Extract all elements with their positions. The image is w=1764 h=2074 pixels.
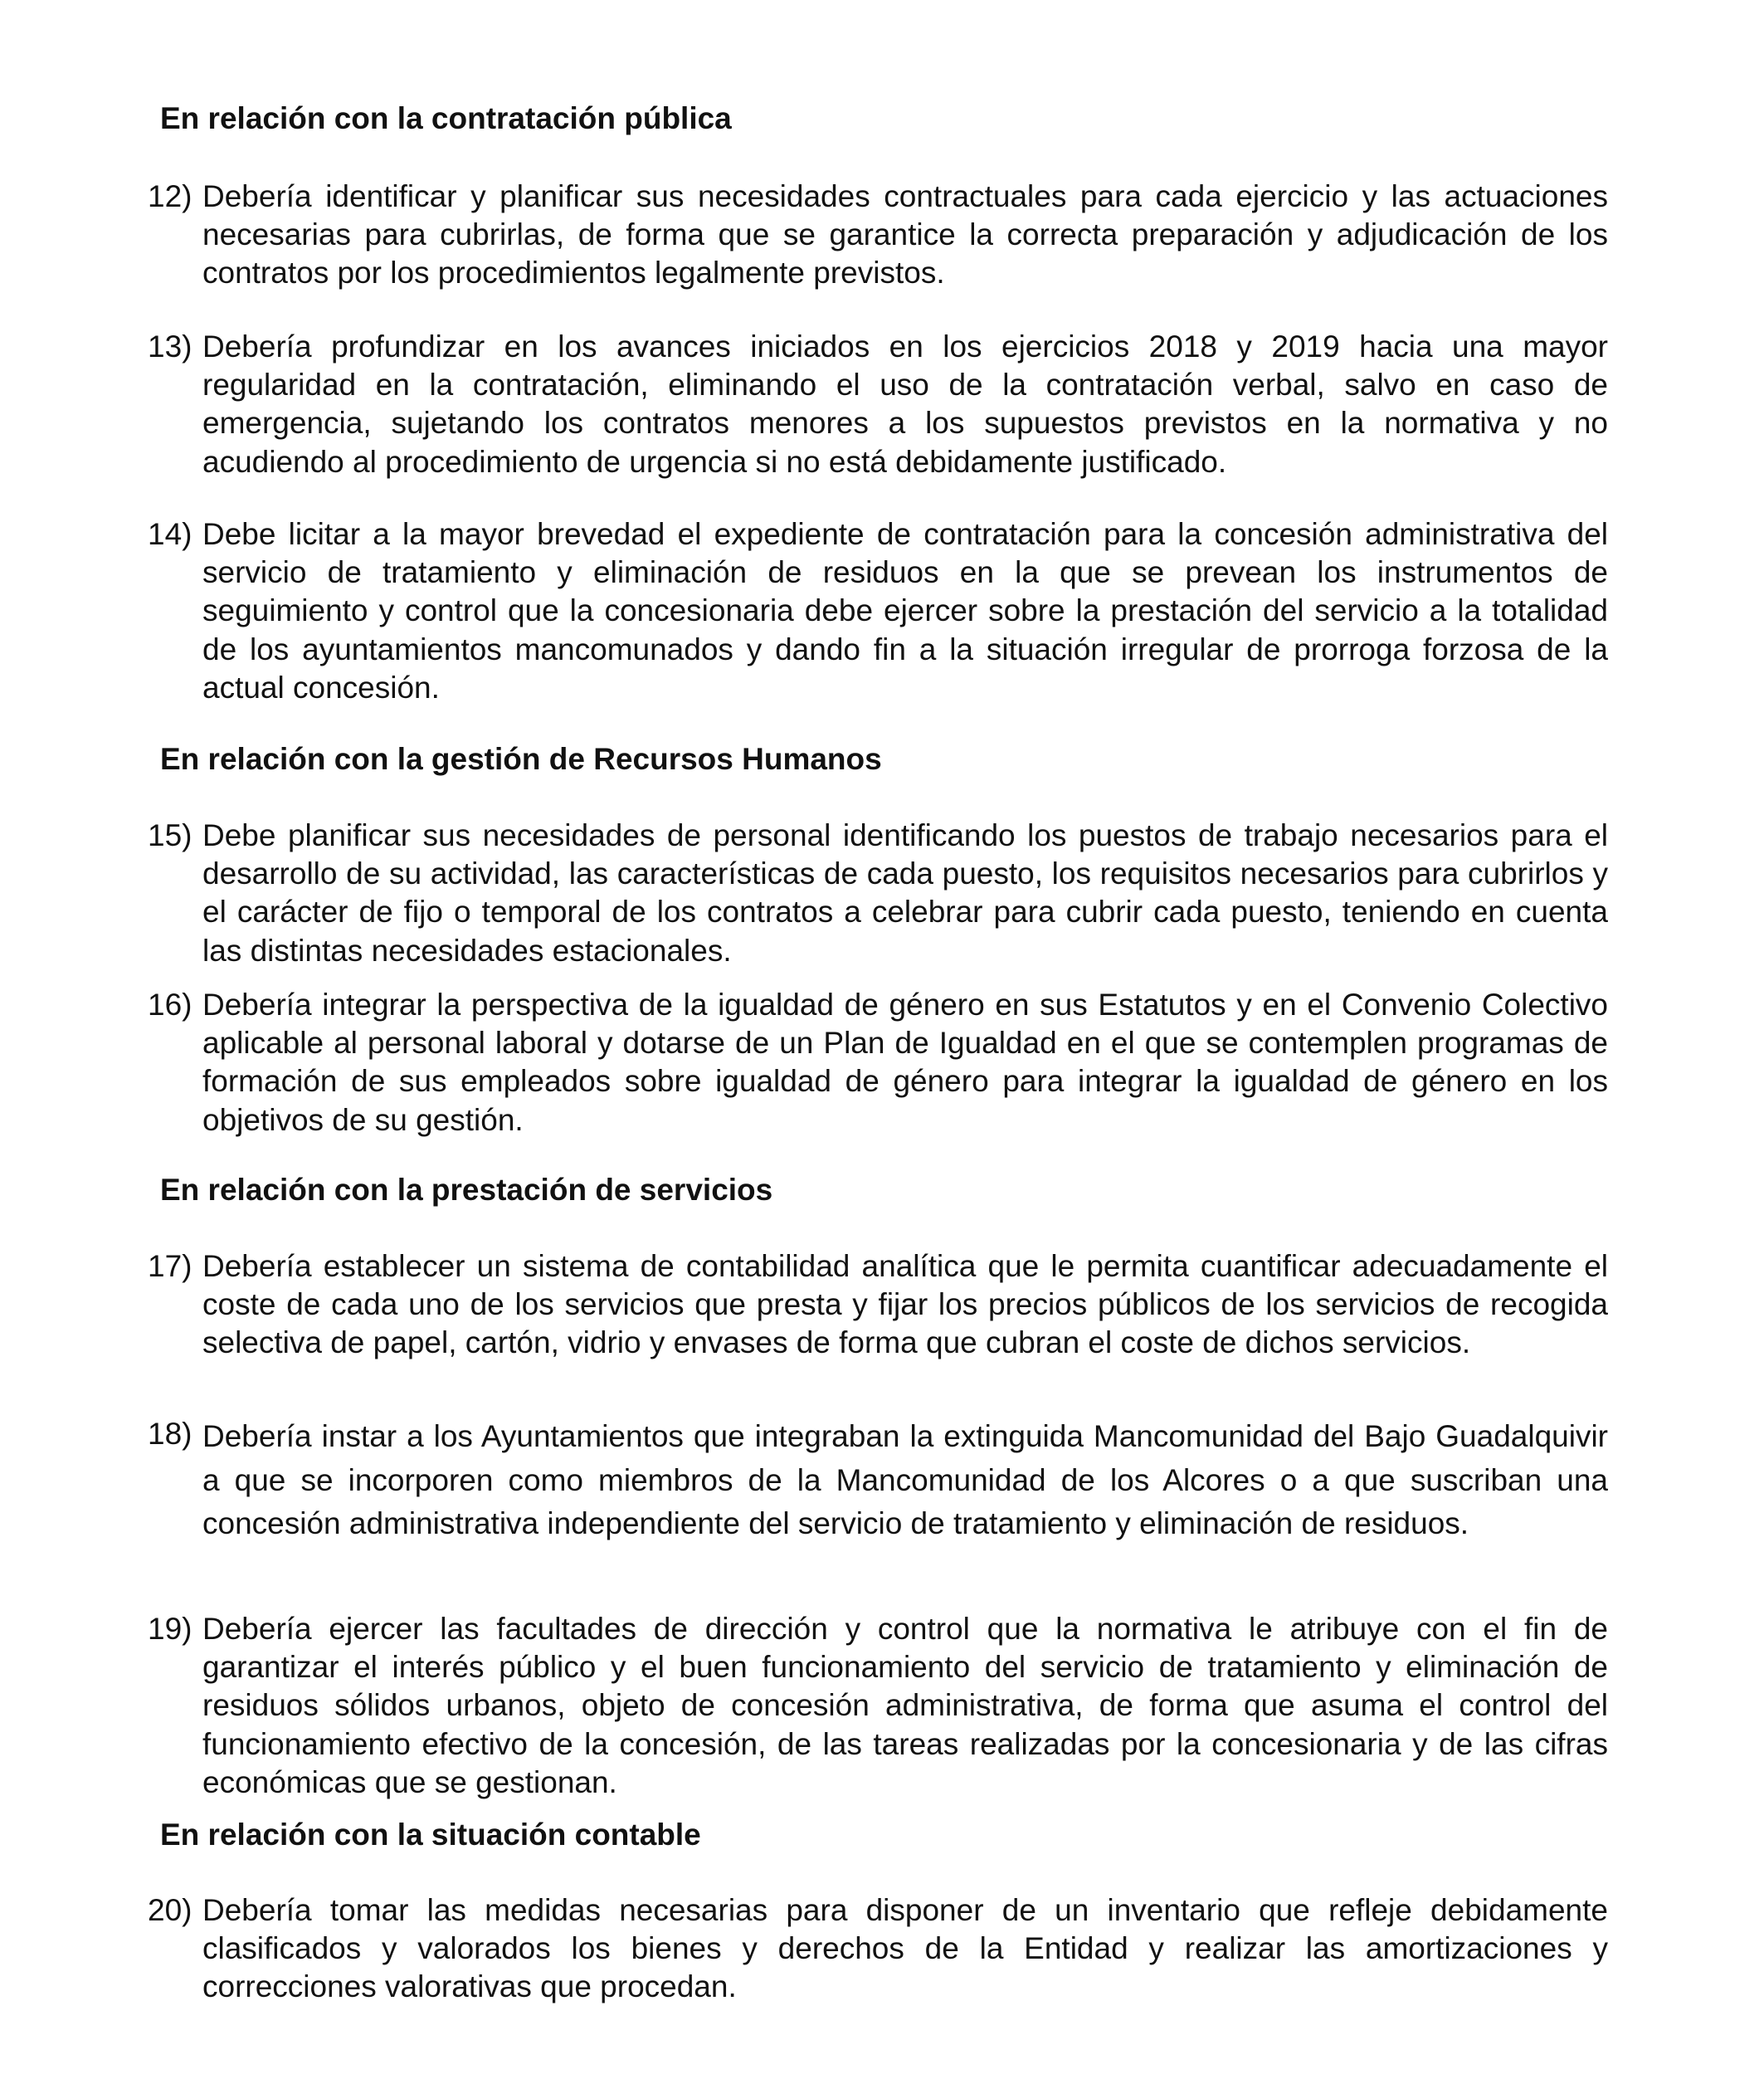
item-number: 13) [148, 329, 192, 364]
item-text: Debería integrar la perspectiva de la igualdad de género en sus Estatutos y en el Convenio Colectivo aplicable al personal laboral y dotarse de un Plan de Igualdad en el que se contemplen programas de formación de sus empleados sobre igualdad de género para integrar la igualdad de género en los objetivos de su gestión. [202, 988, 1608, 1137]
item-number: 18) [148, 1417, 192, 1451]
item-number: 19) [148, 1612, 192, 1646]
recommendation-18 [148, 1415, 1608, 1546]
item-text: Debería identificar y planificar sus necesidades contractuales para cada ejercicio y las actuaciones necesarias para cubrirlas, de forma que se garantice la correcta preparación y adjudicación de los contratos por los procedimientos legalmente previstos. [202, 179, 1608, 290]
item-text: Debería instar a los Ayuntamientos que integraban la extinguida Mancomunidad del Bajo Guadalquivir a que se incorporen como miembros de la Mancomunidad de los Alcores o a que suscriban una concesión administrativa independiente del servicio de tratamiento y eliminación de residuos. [202, 1419, 1608, 1540]
item-text: Debería tomar las medidas necesarias para disponer de un inventario que refleje debidamente clasificados y valorados los bienes y derechos de la Entidad y realizar las amortizaciones y correcciones valorativas que procedan. [202, 1893, 1608, 2004]
item-number: 15) [148, 818, 192, 852]
item-text: Debería establecer un sistema de contabilidad analítica que le permita cuantificar adecuadamente el coste de cada uno de los servicios que presta y fijar los precios públicos de los servicios de recogida selectiva de papel, cartón, vidrio y envases de forma que cubran el coste de dichos servicios. [202, 1249, 1608, 1360]
section-heading-recursos-humanos: En relación con la gestión de Recursos Humanos [160, 742, 882, 776]
item-number: 17) [148, 1249, 192, 1283]
item-number: 20) [148, 1893, 192, 1927]
recommendation-17 [148, 1247, 1608, 1363]
item-text: Debe planificar sus necesidades de personal identificando los puestos de trabajo necesarios para el desarrollo de su actividad, las características de cada puesto, los requisitos necesarios para cubrirlos y el carácter de fijo o temporal de los contratos a celebrar para cubrir cada puesto, teniendo en cuenta las distintas necesidades estacionales. [202, 818, 1608, 968]
section-heading-contratacion: En relación con la contratación pública [160, 101, 732, 135]
item-text: Debería ejercer las facultades de dirección y control que la normativa le atribuye con el fin de garantizar el interés público y el buen funcionamiento del servicio de tratamiento y eliminación de residuos sólidos urbanos, objeto de concesión administrativa, de forma que asuma el control del funcionamiento efectivo de la concesión, de las tareas realizadas por la concesionaria y de las cifras económicas que se gestionan. [202, 1612, 1608, 1799]
recommendation-16 [148, 986, 1608, 1139]
item-text: Debe licitar a la mayor brevedad el expediente de contratación para la concesión administrativa del servicio de tratamiento y eliminación de residuos en la que se prevean los instrumentos de seguimiento y control que la concesionaria debe ejercer sobre la prestación del servicio a la totalidad de los ayuntamientos mancomunados y dando fin a la situación irregular de prorroga forzosa de la actual concesión. [202, 517, 1608, 705]
recommendation-20 [148, 1891, 1608, 2007]
section-heading-situacion-contable: En relación con la situación contable [160, 1818, 701, 1852]
recommendation-13 [148, 328, 1608, 481]
section-heading-prestacion-servicios: En relación con la prestación de servicios [160, 1173, 773, 1207]
item-number: 12) [148, 179, 192, 213]
item-text: Debería profundizar en los avances iniciados en los ejercicios 2018 y 2019 hacia una mayor regularidad en la contratación, eliminando el uso de la contratación verbal, salvo en caso de emergencia, sujetando los contratos menores a los supuestos previstos en la normativa y no acudiendo al procedimiento de urgencia si no está debidamente justificado. [202, 329, 1608, 479]
recommendation-19 [148, 1610, 1608, 1802]
recommendation-14 [148, 515, 1608, 707]
item-number: 16) [148, 988, 192, 1022]
recommendation-12 [148, 178, 1608, 293]
recommendation-15 [148, 817, 1608, 970]
item-number: 14) [148, 517, 192, 551]
